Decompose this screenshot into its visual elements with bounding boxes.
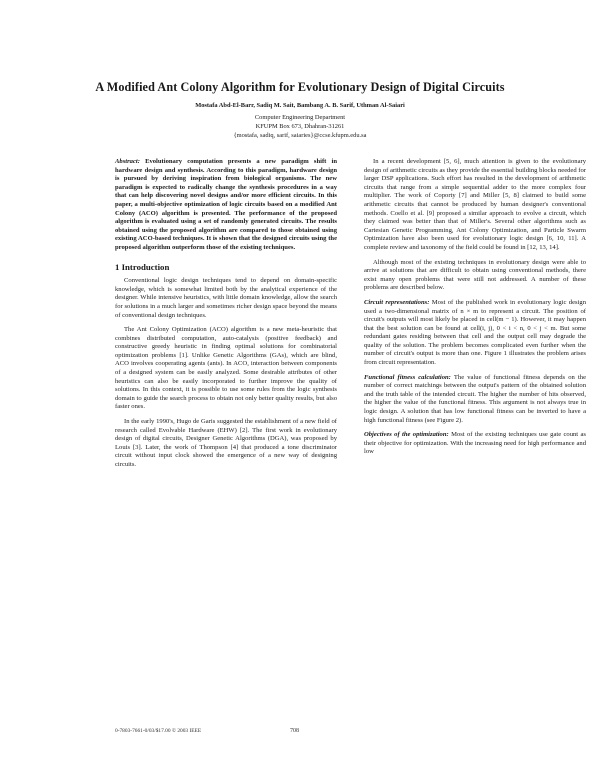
subsection-text: The value of functional fitness depends on the number of correct matchings between the output's pattern of the obtained solution and the truth table of the intended circuit. The higher the number of hits observed, the higher the value of the functional fitness. This argument is not always true in logic design. A solution that has low functional fitness can be inverted to have a high functional fitness (see Figure 2).: [364, 373, 586, 424]
intro-paragraph: The Ant Colony Optimization (ACO) algorithm is a new meta-heuristic that combines distributed computation, auto-catalysis (positive feedback) and constructive greedy heuristic in finding optimal solutions for combinatorial optimization problems [1]. Unlike Genetic Algorithms (GAs), which are blind, ACO involves cooperating agents (ants). In ACO, interaction between components of a designed system can be easily analyzed. Some desirable attributes of other heuristics can also be easily incorporated to further improve the quality of solutions. In this context, it is possible to use some rules from the logic synthesis domain to guide the search process to obtain not only better quality results, but also faster ones.: [115, 326, 337, 411]
body-paragraph: In a recent development [5, 6], much attention is given to the evolutionary design of arithmetic circuits as they provide the essential building blocks needed for larger DSP applications. Such effort has resulted in the development of arithmetic circuits that range from a simple sequential adder to the more complex four multiplier. The work of Coporty [7] and Miller [5, 8] claimed to build some arithmetic circuits that cannot be produced by human designer's conventional methods. Coello et al. [9] proposed a similar approach to evolve a circuit, which they claimed was better than that of Miller's. Several other algorithms such as Cartesian Genetic Programming, Ant Colony Optimization, and Particle Swarm Optimization have also been used for evolutionary logic design [6, 10, 11]. A complete review and taxonomy of the field could be found in [12, 13, 14].: [364, 158, 586, 251]
affiliation-emails: {mostafa, sadiq, sarif, saiaries}@ccse.kfupm.edu.sa: [233, 132, 367, 139]
abstract-label: Abstract:: [115, 158, 140, 165]
page-number: 708: [290, 728, 299, 734]
subsection-heading: Objectives of the optimization:: [364, 431, 449, 439]
section-heading-introduction: 1 Introduction: [115, 261, 170, 272]
intro-paragraph: Conventional logic design techniques tend to depend on domain-specific knowledge, which is somewhat limited both by the analytical experience of the designer. While intensive heuristics, with little domain knowledge, allow the search for solutions in a much larger and sometimes richer design space beyond the means of conventional design techniques.: [115, 277, 337, 319]
subsection-heading: Functional fitness calculation:: [364, 373, 451, 381]
affiliation-block: [60, 113, 540, 140]
subsection-circuit-representations: [364, 299, 586, 368]
subsection-objectives: [364, 431, 586, 457]
body-paragraph: Although most of the existing techniques in evolutionary design were able to arrive at solutions that are difficult to obtain using conventional methods, there exist many open problems that were still not addressed. A number of these problems are described below.: [364, 258, 586, 292]
paper-title: A Modified Ant Colony Algorithm for Evolutionary Design of Digital Circuits: [95, 80, 505, 94]
affiliation-department: Computer Engineering Department: [254, 114, 346, 121]
intro-paragraph: In the early 1990's, Hugo de Garis suggested the establishment of a new field of research called Evolvable Hardware (EHW) [2]. The first work in evolutionary design of digital circuits, Designer Genetic Algorithms (DGA), was proposed by Louis [3]. Later, the work of Thompson [4] that produced a tone discriminator circuit without input clock showed the emergence of a new way of designing circuits.: [115, 418, 337, 468]
abstract: [115, 158, 337, 253]
right-column: [364, 158, 586, 463]
affiliation-address: KFUPM Box 673, Dhahran-31261: [255, 123, 345, 130]
abstract-text: Evolutionary computation presents a new paradigm shift in hardware design and synthesis. According to this paradigm, hardware design is pursued by deriving inspiration from biological organisms. The new paradigm is expected to radically change the synthesis procedures in a way that can help discovering novel designs and/or more efficient circuits. In this paper, a multi-objective optimization of logic circuits based on a modified Ant Colony (ACO) algorithm is presented. The performance of the proposed algorithm is evaluated using a set of randomly generated circuits. The results obtained using the proposed algorithm are compared to those obtained using existing ACO-based techniques. It is shown that the designed circuits using the proposed algorithm outperform those of the existing techniques.: [115, 158, 337, 251]
subsection-heading: Circuit representations:: [364, 298, 430, 306]
subsection-text: Most of the existing techniques use gate count as their objective for optimization. With the increasing need for high performance and low: [364, 431, 586, 456]
copyright-footer: 0-7803-7661-0/03/$17.00 © 2003 IEEE: [115, 728, 202, 734]
subsection-functional-fitness: [364, 374, 586, 426]
subsection-text: Most of the published work in evolutionary logic design used a two-dimensional matrix of n × m to represent a circuit. The position of circuit's outputs will most likely be placed in cell(m − 1). However, it may happen that the best solution can be found at cell(i, j), 0 < i < n, 0 < j < m. But some redundant gates residing between that cell and the output cell may degrade the quality of the solution. The problem becomes complicated even further when the number of circuit's output is more than one. Figure 1 illustrates the problem arises from circuit representation.: [364, 298, 586, 367]
author-list: Mostafa Abd-El-Barr, Sadiq M. Sait, Bambang A. B. Sarif, Uthman Al-Saiari: [195, 102, 405, 109]
left-column: [115, 158, 337, 476]
